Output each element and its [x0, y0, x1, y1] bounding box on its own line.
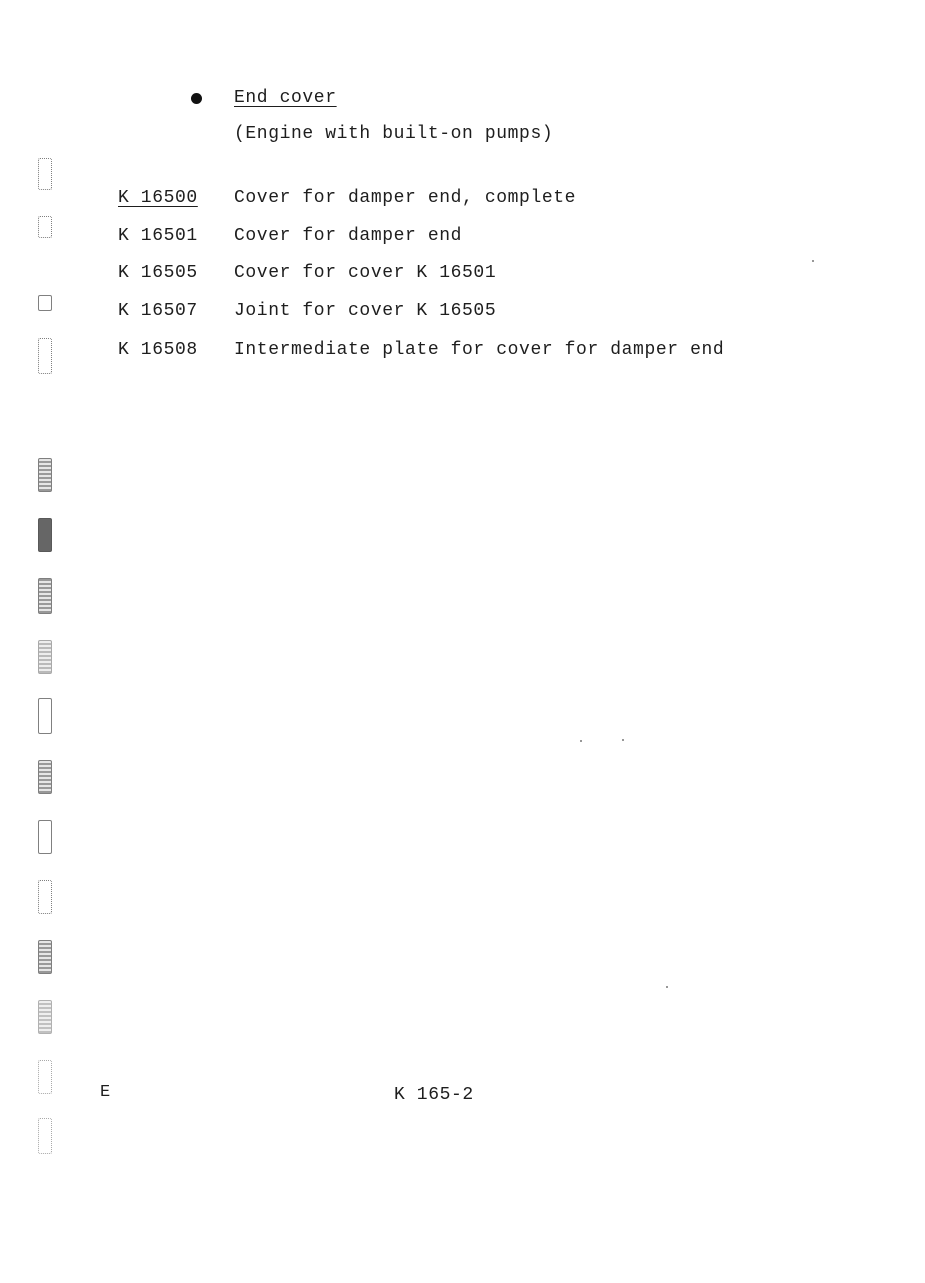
part-number: K 16501	[118, 226, 198, 246]
binding-hole-mark	[38, 518, 52, 552]
part-description: Joint for cover K 16505	[234, 301, 497, 321]
section-title: End cover	[234, 88, 337, 108]
binding-hole-mark	[38, 216, 52, 238]
part-number: K 16500	[118, 188, 198, 208]
part-number: K 16505	[118, 263, 198, 283]
binding-hole-mark	[38, 1060, 52, 1094]
part-description: Intermediate plate for cover for damper end	[234, 340, 725, 360]
binding-hole-mark	[38, 880, 52, 914]
bullet-icon	[191, 93, 202, 104]
binding-hole-mark	[38, 698, 52, 734]
binding-hole-mark	[38, 1118, 52, 1154]
section-subtitle: (Engine with built-on pumps)	[234, 124, 554, 144]
speck	[580, 740, 582, 742]
part-number: K 16507	[118, 301, 198, 321]
binding-hole-mark	[38, 578, 52, 614]
speck	[812, 260, 814, 262]
language-code: E	[100, 1083, 111, 1102]
binding-hole-mark	[38, 1000, 52, 1034]
speck	[622, 739, 624, 741]
binding-hole-mark	[38, 295, 52, 311]
binding-hole-mark	[38, 458, 52, 492]
part-description: Cover for damper end, complete	[234, 188, 577, 208]
binding-hole-mark	[38, 338, 52, 374]
binding-hole-mark	[38, 940, 52, 974]
binding-hole-mark	[38, 640, 52, 674]
binding-hole-mark	[38, 760, 52, 794]
page-reference: K 165-2	[394, 1085, 474, 1105]
binding-hole-mark	[38, 820, 52, 854]
part-description: Cover for damper end	[234, 226, 463, 246]
part-number: K 16508	[118, 340, 198, 360]
part-description: Cover for cover K 16501	[234, 263, 497, 283]
speck	[666, 986, 668, 988]
binding-hole-mark	[38, 158, 52, 190]
